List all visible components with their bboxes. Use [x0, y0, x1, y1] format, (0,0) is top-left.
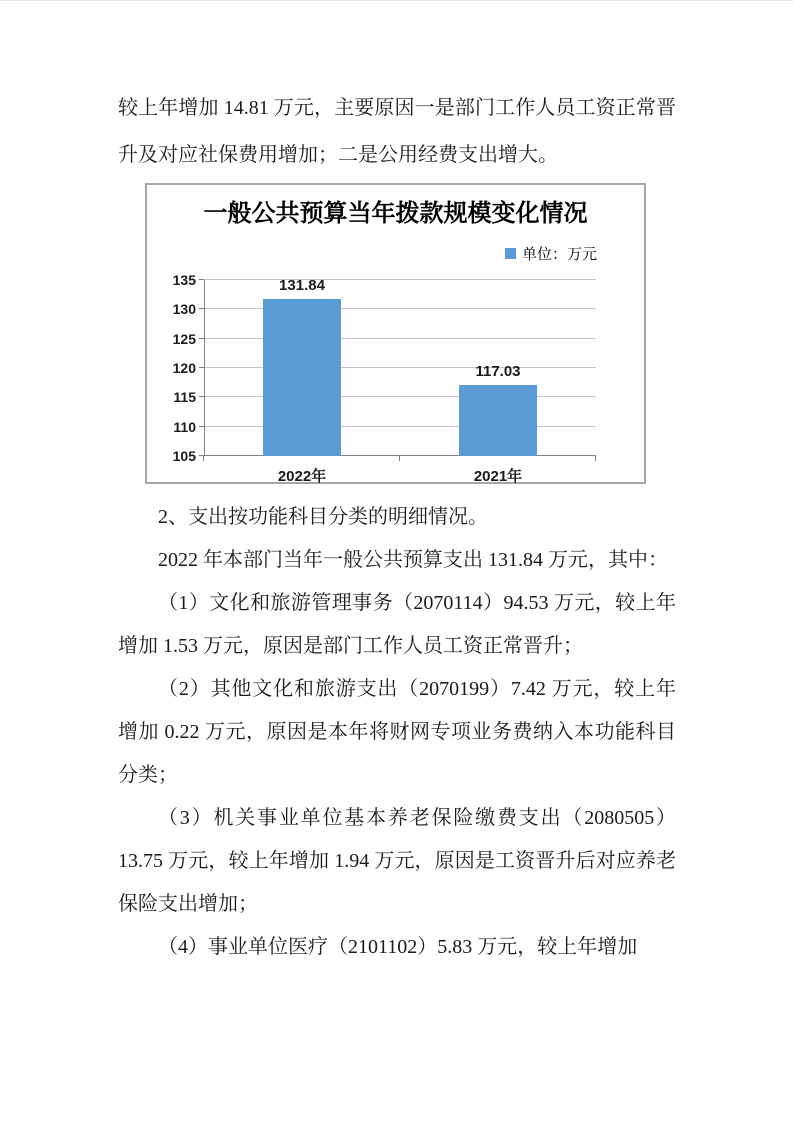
plot-area [172, 272, 596, 485]
bar-chart [145, 183, 646, 484]
legend-color-swatch-icon [505, 248, 516, 259]
chart-legend [505, 243, 597, 264]
bar [459, 385, 537, 456]
bar-value-label: 131.84 [279, 276, 325, 294]
paragraph: （2）其他文化和旅游支出（2070199）7.42 万元，较上年增加 0.22 万元，原因是本年将财网专项业务费纳入本功能科目分类； [118, 678, 676, 786]
bar [263, 299, 341, 456]
x-tick [399, 456, 400, 461]
bar-value-label: 117.03 [475, 363, 521, 381]
y-tick-label: 115 [173, 389, 196, 406]
category-slot [204, 276, 400, 485]
y-tick-label: 105 [172, 448, 196, 464]
paragraph: （3）机关事业单位基本养老保险缴费支出（2080505）13.75 万元，较上年增加 1.94 万元，原因是工资晋升后对应养老保险支出增加； [118, 807, 676, 915]
y-tick-label: 130 [172, 301, 196, 318]
paragraph: 较上年增加 14.81 万元，主要原因一是部门工作人员工资正常晋升及对应社保费用增加；二是公用经费支出增大。 [118, 97, 676, 166]
y-tick-label: 120 [172, 360, 196, 376]
body-text [118, 496, 676, 969]
y-tick-label: 135 [172, 272, 196, 288]
x-tick [203, 456, 204, 461]
chart-title: 一般公共预算当年拨款规模变化情况 [203, 201, 588, 227]
x-category-label: 2021年 [473, 468, 523, 485]
category-slot [400, 280, 596, 485]
paragraph: （4）事业单位医疗（2101102）5.83 万元，较上年增加 [158, 936, 638, 958]
x-tick [595, 456, 596, 461]
legend-label: 单位：万元 [522, 247, 598, 263]
y-tick-label: 125 [172, 330, 196, 347]
paragraph: 2022 年本部门当年一般公共预算支出 131.84 万元，其中： [158, 549, 668, 571]
y-tick-label: 110 [173, 418, 196, 435]
paragraph: 2、支出按功能科目分类的明细情况。 [158, 506, 488, 528]
paragraph: （1）文化和旅游管理事务（2070114）94.53 万元，较上年增加 1.53 万元，原因是部门工作人员工资正常晋升； [118, 592, 676, 657]
x-category-label: 2022年 [277, 468, 327, 485]
